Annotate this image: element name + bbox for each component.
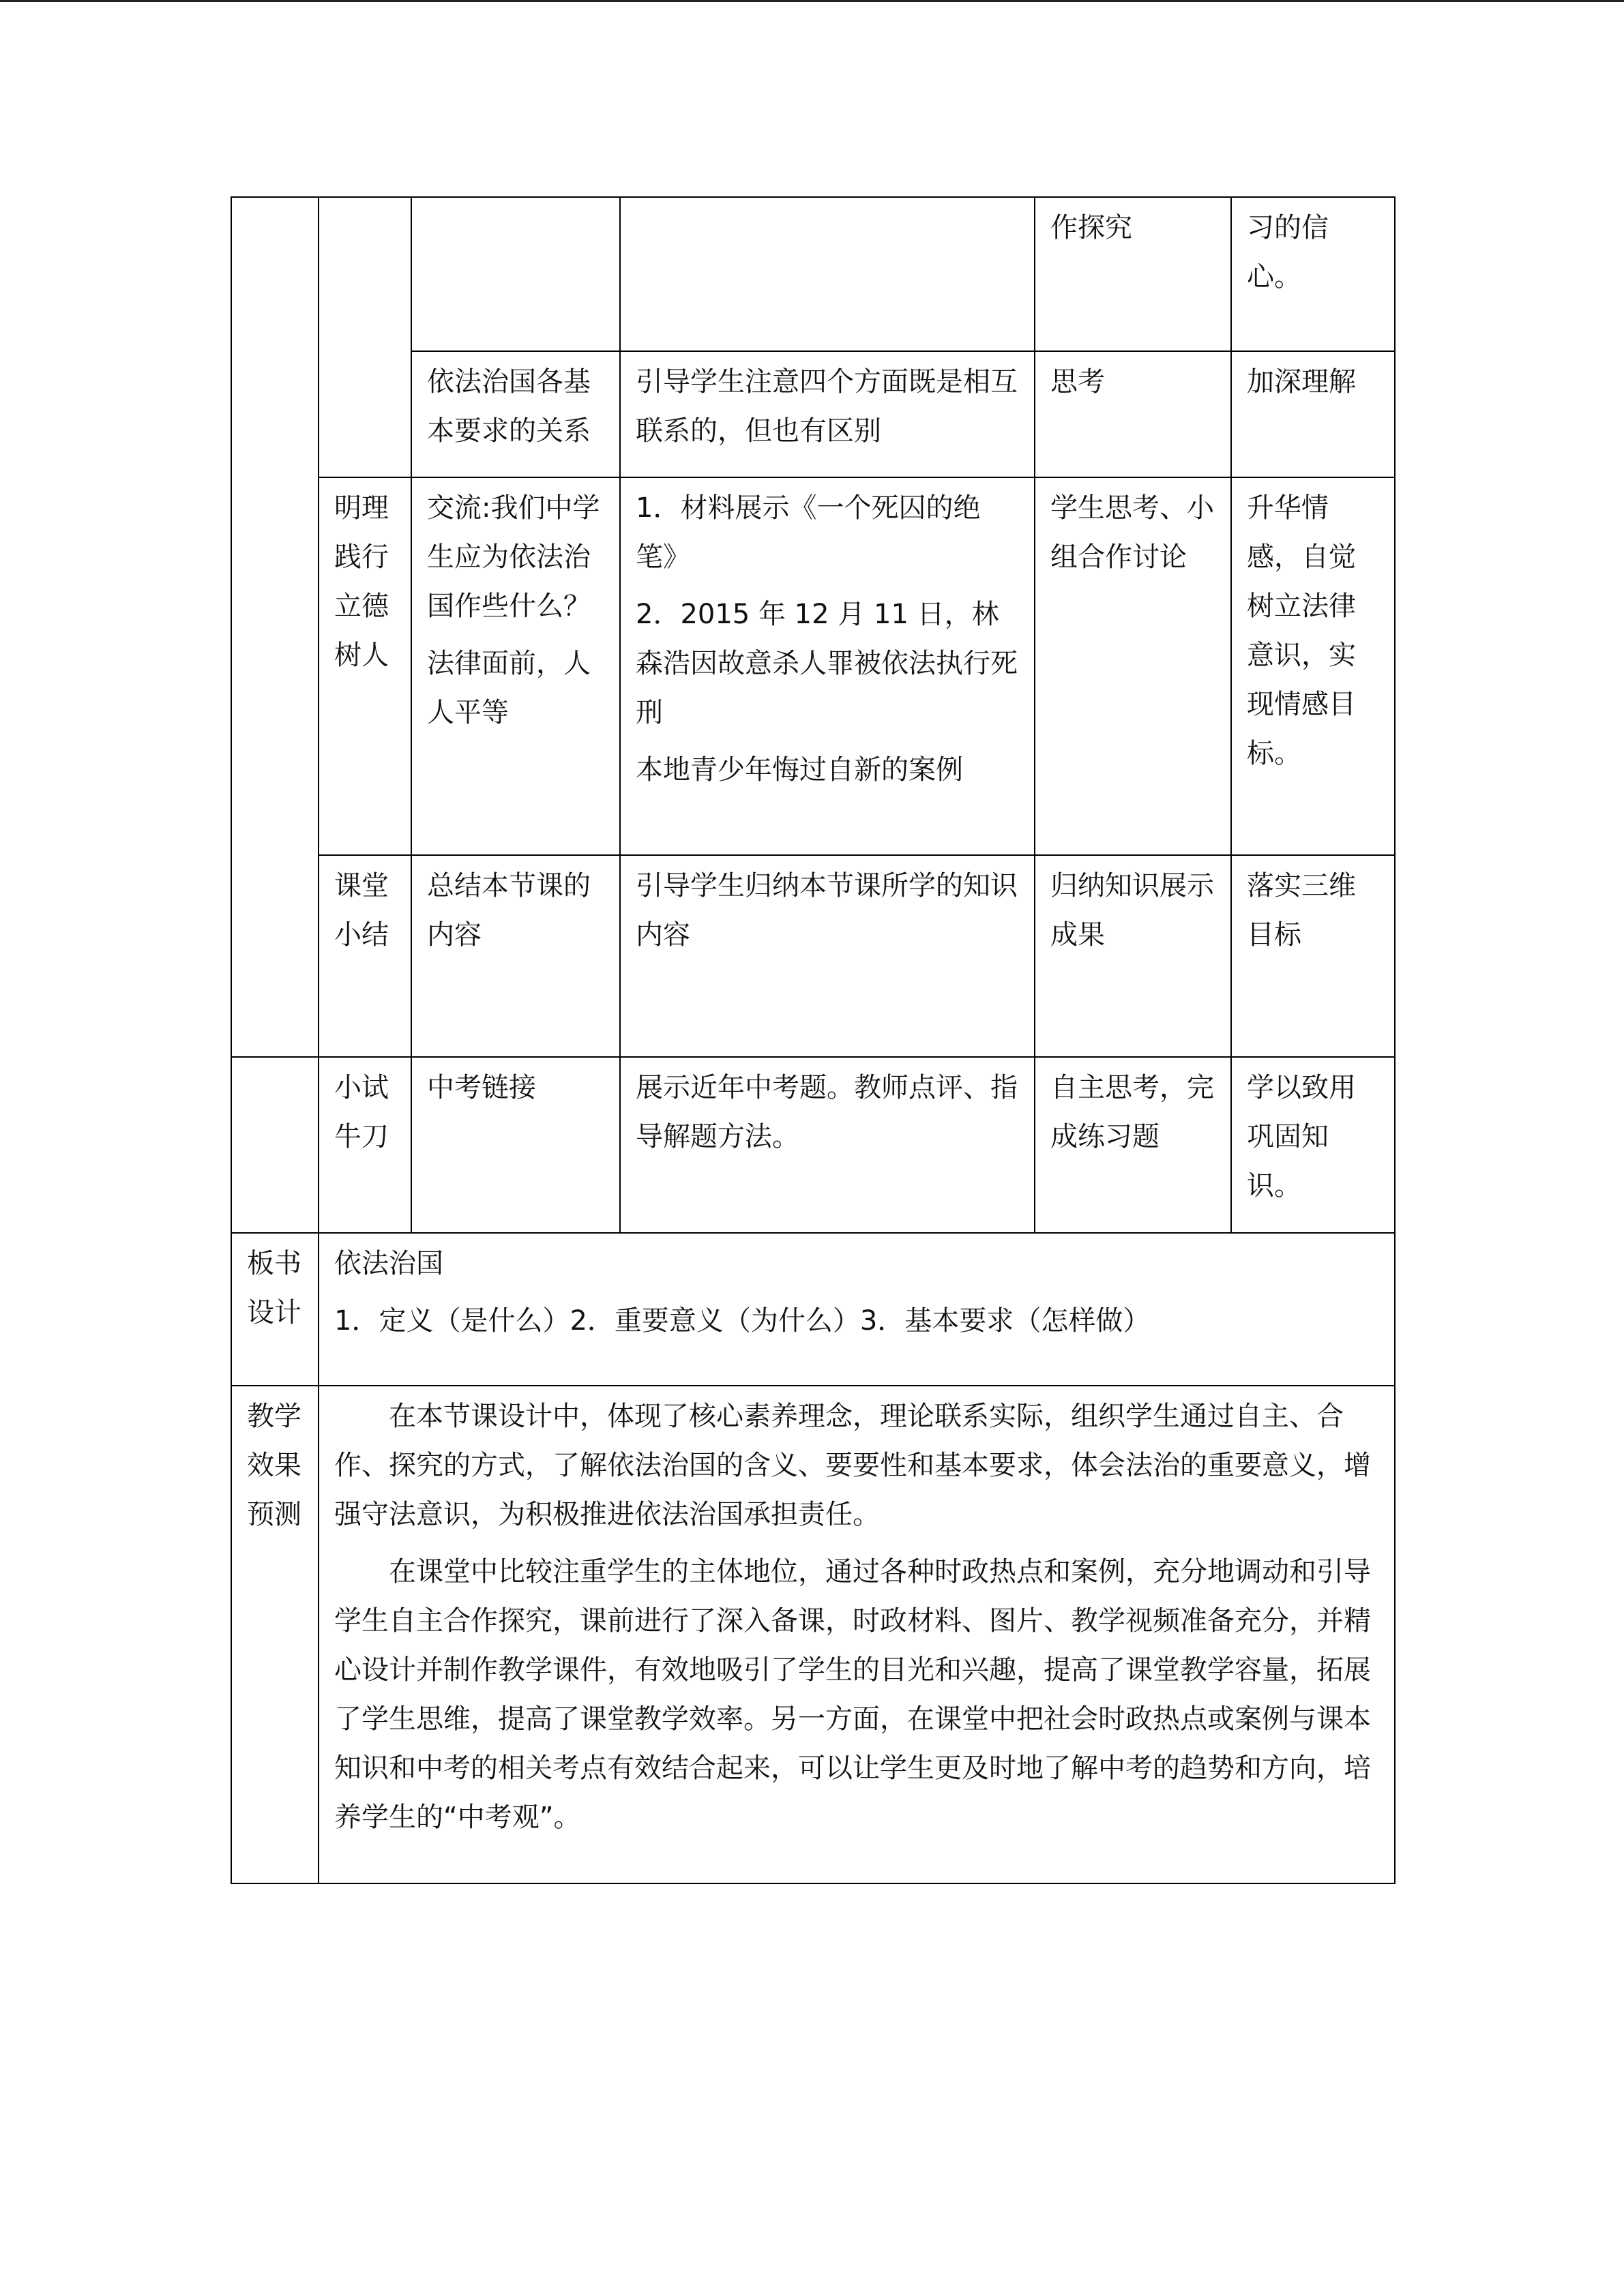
board-design-content: 1．定义（是什么）2．重要意义（为什么）3．基本要求（怎样做） <box>334 1305 1151 1337</box>
teacher-activity-cell: 引导学生注意四个方面既是相互联系的，但也有区别 <box>620 351 1035 477</box>
student-activity-cell: 自主思考，完成练习题 <box>1035 1057 1231 1233</box>
teacher-activity-cell <box>620 477 1035 855</box>
board-design-cell <box>319 1233 1395 1386</box>
student-activity-cell: 归纳知识展示成果 <box>1035 855 1231 1057</box>
topic-cell <box>411 477 620 855</box>
teacher-activity-cell-empty <box>620 197 1035 351</box>
teaching-effect-row <box>231 1386 1395 1883</box>
topic-cell: 总结本节课的内容 <box>411 855 620 1057</box>
stage-cell: 课堂小结 <box>319 855 411 1057</box>
table-row <box>231 1057 1395 1233</box>
left-section-cell <box>231 1057 319 1233</box>
teaching-effect-paragraph: 在课堂中比较注重学生的主体地位，通过各种时政热点和案例，充分地调动和引导学生自主合作探究，课前进行了深入备课，时政材料、图片、教学视频准备充分，并精心设计并制作教学课件，有效地吸引了学生的目光和兴趣，提高了课堂教学容量，拓展了学生思维，提高了课堂教学效率。另一方面，在课堂中把社会时政热点或案例与课本知识和中考的相关考点有效结合起来，可以让学生更及时地了解中考的趋势和方向，培养学生的“中考观”。 <box>334 1556 1371 1833</box>
board-design-title: 依法治国 <box>334 1248 443 1279</box>
table-row <box>231 197 1395 351</box>
board-design-row <box>231 1233 1395 1386</box>
teacher-activity-cell: 展示近年中考题。教师点评、指导解题方法。 <box>620 1057 1035 1233</box>
teacher-activity-cell: 引导学生归纳本节课所学的知识内容 <box>620 855 1035 1057</box>
design-intent-cell: 升华情感，自觉树立法律意识，实现情感目标。 <box>1231 477 1395 855</box>
design-intent-cell: 落实三维目标 <box>1231 855 1395 1057</box>
topic-text: 法律面前，人人平等 <box>427 648 591 728</box>
teacher-activity-text: 1．材料展示《一个死囚的绝笔》 <box>636 492 981 573</box>
table-row <box>231 477 1395 855</box>
teacher-activity-text: 2．2015 年 12 月 11 日，林森浩因故意杀人罪被依法执行死刑 <box>636 599 1018 728</box>
topic-cell: 依法治国各基本要求的关系 <box>411 351 620 477</box>
student-activity-cell: 学生思考、小组合作讨论 <box>1035 477 1231 855</box>
design-intent-cell: 加深理解 <box>1231 351 1395 477</box>
student-activity-cell: 作探究 <box>1035 197 1231 351</box>
teaching-effect-label: 教学效果预测 <box>231 1386 319 1883</box>
topic-cell: 中考链接 <box>411 1057 620 1233</box>
student-activity-cell: 思考 <box>1035 351 1231 477</box>
topic-text: 交流:我们中学生应为依法治国作些什么？ <box>427 492 600 622</box>
teaching-effect-cell <box>319 1386 1395 1883</box>
topic-cell-empty <box>411 197 620 351</box>
teaching-effect-paragraph: 在本节课设计中，体现了核心素养理念，理论联系实际，组织学生通过自主、合作、探究的方式，了解依法治国的含义、要要性和基本要求，体会法治的重要意义，增强守法意识，为积极推进依法治国承担责任。 <box>334 1401 1371 1530</box>
design-intent-cell: 习的信心。 <box>1231 197 1395 351</box>
page-top-border <box>0 0 1624 2</box>
stage-cell: 小试牛刀 <box>319 1057 411 1233</box>
teacher-activity-text: 本地青少年悔过自新的案例 <box>636 754 963 786</box>
design-intent-cell: 学以致用巩固知识。 <box>1231 1057 1395 1233</box>
table-row <box>231 855 1395 1057</box>
left-section-cell <box>231 197 319 1057</box>
stage-cell-empty <box>319 197 411 477</box>
lesson-plan-table <box>231 196 1396 1884</box>
board-design-label: 板书设计 <box>231 1233 319 1386</box>
stage-cell: 明理践行立德树人 <box>319 477 411 855</box>
